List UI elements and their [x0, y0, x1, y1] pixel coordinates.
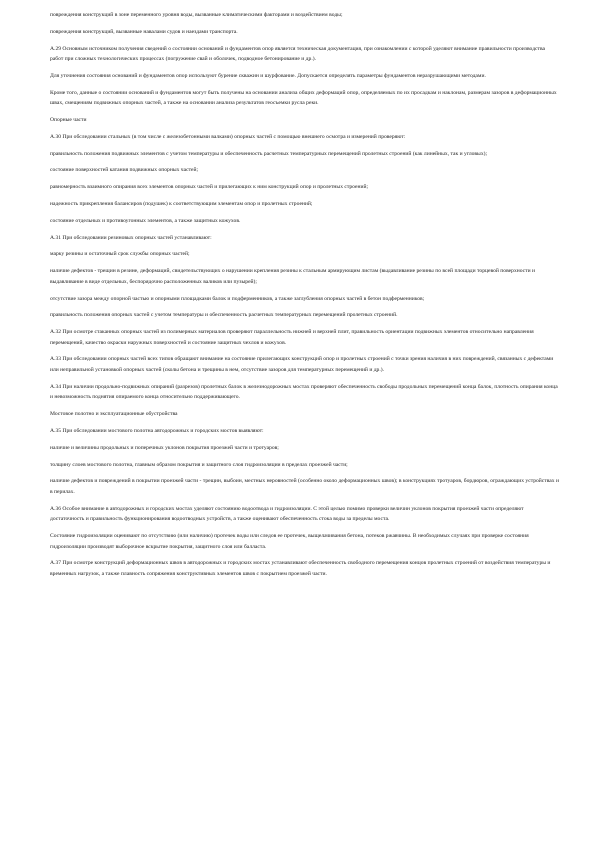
- list-item-gap-absence: отсутствие зазора между опорной частью и опорными площадками балок и подферменников, а также заглубления опорных частей в бетон подферменников;: [50, 295, 425, 302]
- list-item-rubber-grade: марку резины и остаточный срок службы опорных частей;: [50, 251, 190, 258]
- paragraph-a30: А.30 При обследовании стальных (в том числе с железобетонными валками) опорных частей с помощью внешнего осмотра и измерений проверяют:: [50, 133, 406, 140]
- paragraph-waterproofing: Состояние гидроизоляции оценивают по отсутствию (или наличию) протечек воды или следов ее протечек, выщелачивания бетона, потеков ржавчины. В необходимых случаях при проверке состояния гидроизоляции производят выборочное вскрытие покрытия, защитного слоя или балласта.: [50, 533, 529, 550]
- paragraph-collision-damage: повреждения конструкций, вызванные навалами судов и наездами транспорта.: [50, 28, 238, 35]
- paragraph-a32: А.32 При осмотре стаканных опорных частей из полимерных материалов проверяют параллельность нижней и верхней плит, правильность ориентации подвижных элементов относительно направления перемещений, качество окраски наружных поверхностей и состояние защитных чехлов и кожухов.: [50, 329, 534, 346]
- paragraph-a31: А.31 При обследовании резиновых опорных частей устанавливают:: [50, 234, 212, 241]
- list-item-bearing-position: правильность положения опорных частей с учетом температуры и обеспеченность расчетных температурных перемещений пролетных строений.: [50, 312, 398, 319]
- list-item-slopes: наличие и величины продольных и поперечных уклонов покрытия проезжей части и тротуаров;: [50, 444, 279, 451]
- paragraph-a29: А.29 Основным источником получения сведений о состоянии оснований и фундаментов опор является техническая документация, при ознакомлении с которой уделяют внимание правильности производства работ при сложных технологических процессах (погружение свай и оболочек, подводное бетонирование и др.).: [50, 45, 546, 63]
- list-item-protective-covers: состояние отдельных и противоугонных элементов, а также защитных кожухов.: [50, 217, 241, 224]
- list-item-rolling-surfaces: состояние поверхностей катания подвижных опорных частей;: [50, 167, 199, 174]
- list-item-pavement-defects: наличие дефектов и повреждений в покрытии проезжей части - трещин, выбоин, местных неровностей (особенно около деформационных швов); в конструкциях тротуаров, бордюров, ограждающих устройствах и в перилах.: [50, 478, 559, 495]
- list-item-layer-thickness: толщину слоев мостового полотна, главным образом покрытия и защитного слоя гидроизоляции в пределах проезжей части;: [50, 461, 348, 468]
- paragraph-drilling: Для уточнения состояния оснований и фундаментов опор используют бурение скважин и шурфование. Допускается определять параметры фундаментов неразрушающими методами.: [50, 72, 486, 79]
- paragraph-a37: А.37 При осмотре конструкций деформационных швов в автодорожных и городских мостах устанавливают обеспеченность свободного перемещения концов пролетных строений от воздействия температуры и временных нагрузок, а также плавность сопряжения конструктивных элементов швов с покрытием проезжей части.: [50, 560, 551, 578]
- paragraph-deformation-analysis: Кроме того, данные о состоянии оснований и фундаментов могут быть получены на основании анализа общих деформаций опор, определяемых по их просадкам и наклонам, размерам зазоров в деформационных швах, смещениям подвижных опорных частей, а также на основании анализа результатов геосъемки русла реки.: [50, 89, 557, 107]
- list-item-uniform-support: равномерность взаимного опирания всех элементов опорных частей и прилегающих к ним конструкций опор и пролетных строений;: [50, 184, 369, 191]
- paragraph-water-level-damage: повреждения конструкций в зоне переменного уровня воды, вызванные климатическими факторами и воздействием воды;: [50, 12, 343, 18]
- paragraph-a35: А.35 При обследовании мостового полотна автодорожных и городских мостов выявляют:: [50, 427, 264, 434]
- list-item-rubber-defects: наличие дефектов - трещин в резине, деформаций, свидетельствующих о нарушении крепления резины к стальным армирующим листам (выдавливание резины по всей площади торцевой поверхности и выдавливание в виде отдельных, беспорядочно расположенных валиков или пузырей);: [50, 268, 535, 285]
- section-heading-bridge-deck: Мостовое полотно и эксплуатационные обустройства: [50, 411, 178, 418]
- paragraph-a34: А.34 При наличии продольно-подвижных опираний (разрезов) пролетных балок в железнодорожных мостах проверяют обеспеченность свободы продольных перемещений конца балок, плотность опирания конца и невозможность поднятия опираемого конца относительно поддерживающего.: [50, 383, 558, 401]
- section-heading-bearings: Опорные части: [50, 117, 87, 124]
- paragraph-a33: А.33 При обследовании опорных частей всех типов обращают внимание на состояние прилегающих конструкций опор и пролетных строений с точки зрения наличия в них повреждений, связанных с дефектами или неправильной установкой опорных частей (сколы бетона и трещины в нем, отсутствие зазоров для температурных перемещений и др.).: [50, 356, 554, 374]
- paragraph-a36: А.36 Особое внимание в автодорожных и городских мостах уделяют состоянию водоотвода и гидроизоляции. С этой целью помимо проверки величин уклонов покрытия проезжей части определяют достаточность и правильность функционирования водоотводных устройств, а также оценивают обеспеченность стока воды за пределы моста.: [50, 505, 524, 523]
- list-item-balancer-fixing: надежность прикрепления балансиров (подушек) к соответствующим элементам опор и пролетных строений;: [50, 201, 313, 207]
- list-item-position: правильность положения подвижных элементов с учетом температуры и обеспеченность расчетных температурных перемещений пролетных строений (как линейных, так и угловых);: [50, 150, 488, 157]
